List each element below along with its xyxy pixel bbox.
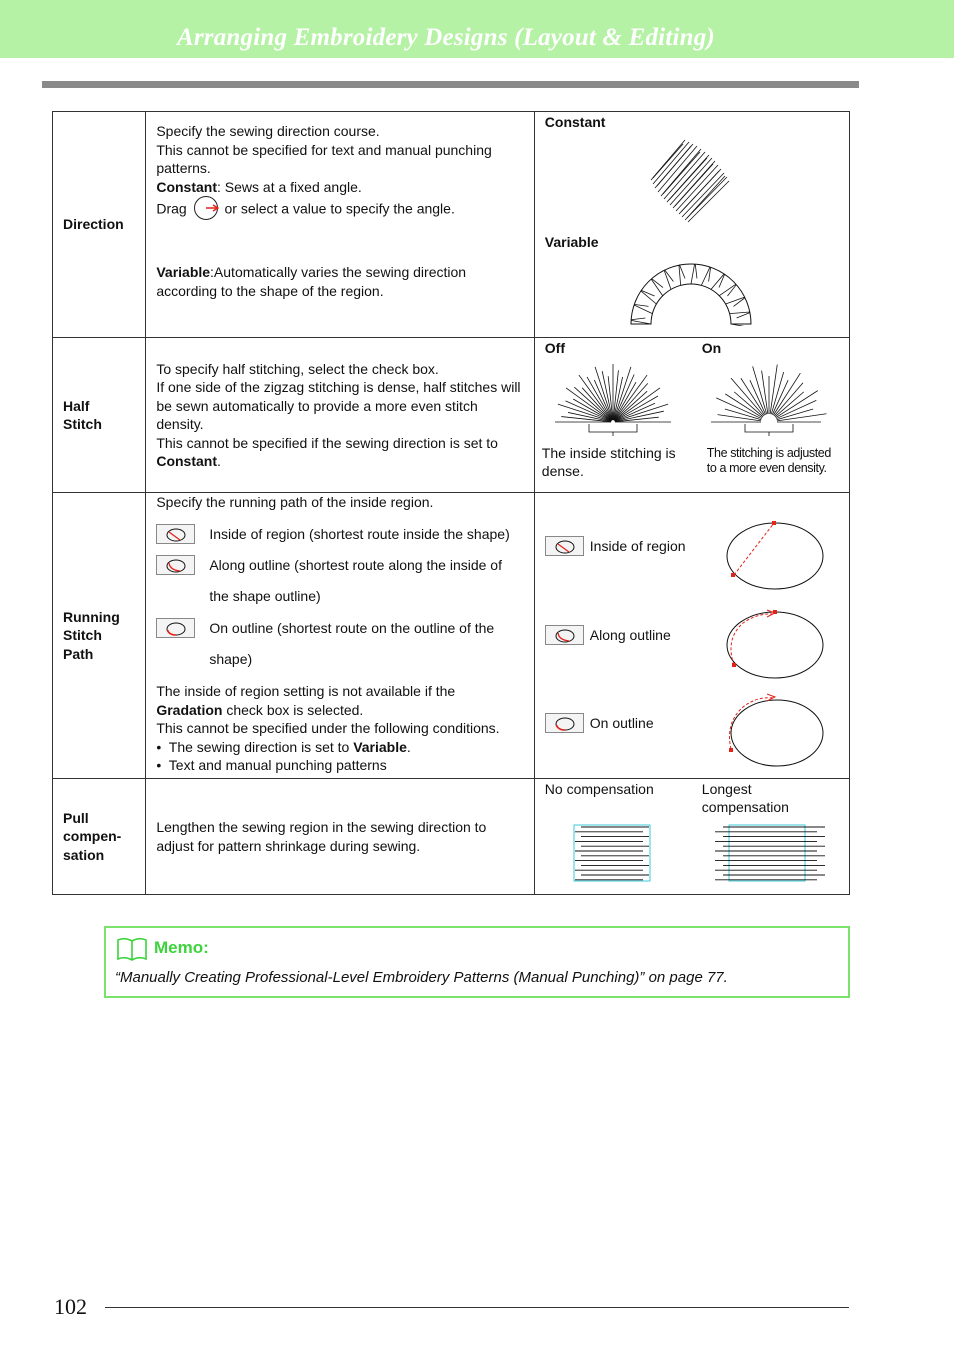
row-heading-running-stitch: Running Stitch Path xyxy=(53,493,146,779)
book-icon xyxy=(116,936,148,962)
caption-off: The inside stitching is dense. xyxy=(541,445,676,479)
direction-drag-line: Drag or select a value to specify the angle. xyxy=(156,199,523,221)
constant-stitch-figure xyxy=(645,136,735,226)
table-row-pull-compensation xyxy=(53,779,850,895)
along-outline-icon xyxy=(165,558,187,574)
on-outline-button[interactable] xyxy=(156,618,195,638)
fig-label-constant: Constant xyxy=(544,114,606,130)
angle-dial-icon xyxy=(193,195,219,221)
half-stitch-line1: To specify half stitching, select the check box. xyxy=(156,360,439,377)
fig-on-outline-button xyxy=(545,713,584,733)
running-stitch-notes: The inside of region setting is not available if the Gradation check box is selected. This cannot be specified under the following conditions. • The sewing direction is set to Variable. • Text and manual punching patterns xyxy=(156,683,500,773)
caption-on: The stitching is adjusted to a more even density. xyxy=(706,446,831,475)
row-heading-half-stitch: Half Stitch xyxy=(53,338,146,493)
settings-table xyxy=(52,111,850,895)
fig-label-variable: Variable xyxy=(544,234,599,250)
direction-line2: This cannot be specified for text and manual punching patterns. xyxy=(156,141,492,176)
row-heading-pull-compensation: Pull compen- sation xyxy=(53,779,146,895)
memo-title: Memo: xyxy=(154,938,209,957)
half-stitch-off-figure xyxy=(551,360,675,436)
option-on-outline-cont: shape) xyxy=(209,651,253,667)
pull-compensation-description: Lengthen the sewing region in the sewing direction to adjust for pattern shrinkage during sewing. xyxy=(146,779,534,895)
inside-of-region-button[interactable] xyxy=(156,524,195,544)
fig-inside-route-button xyxy=(545,536,584,556)
table-row-half-stitch xyxy=(53,338,850,493)
fig-label-no-compensation: No compensation xyxy=(544,781,654,797)
section-divider xyxy=(42,81,859,88)
inside-region-diagram xyxy=(723,518,827,594)
memo-box xyxy=(104,926,850,998)
inside-route-icon xyxy=(165,527,187,543)
on-outline-icon xyxy=(165,621,187,637)
direction-description xyxy=(146,112,534,338)
half-stitch-figure xyxy=(534,338,849,493)
table-row-direction xyxy=(53,112,850,338)
fig-label-on: On xyxy=(701,340,722,356)
page-number: 102 xyxy=(54,1294,87,1319)
longest-compensation-figure xyxy=(713,823,829,885)
running-stitch-description: Specify the running path of the inside region. Inside of region (shortest route inside the shape) Along outline (shortest route along the inside of the shape outline) On outline (shortest route on the outline of the shape) The inside of region setting is not available if the Gradation check box is selected. This cannot be specified under the following conditions. • The sewing direction is set to Variable. • Text and manual punching patterns xyxy=(146,493,534,779)
pull-compensation-figure xyxy=(534,779,849,895)
half-stitch-description xyxy=(146,338,534,493)
header-banner xyxy=(0,0,954,58)
direction-line1: Specify the sewing direction course. xyxy=(156,123,380,139)
page-title: Arranging Embroidery Designs (Layout & Editing) xyxy=(177,24,715,51)
half-stitch-line2: If one side of the zigzag stitching is dense, half stitches will be sewn automatically to provide a more even stitch density. xyxy=(156,379,521,432)
fig-label-off: Off xyxy=(544,340,566,356)
footer-rule xyxy=(105,1307,849,1308)
direction-figure xyxy=(534,112,849,338)
no-compensation-figure xyxy=(573,823,655,885)
fig-along-outline-button xyxy=(545,625,584,645)
row-heading-direction: Direction xyxy=(53,112,146,338)
half-stitch-on-figure xyxy=(707,360,831,436)
direction-variable-line: Variable:Automatically varies the sewing direction according to the shape of the region. xyxy=(156,264,467,299)
running-stitch-intro: Specify the running path of the inside region. xyxy=(156,494,434,510)
variable-stitch-figure xyxy=(629,260,753,326)
option-along-outline-cont: the shape outline) xyxy=(209,588,321,604)
direction-constant-line: Constant: Sews at a fixed angle. xyxy=(156,178,362,195)
on-outline-diagram xyxy=(723,693,827,769)
along-outline-diagram xyxy=(723,607,827,683)
memo-reference-link[interactable]: “Manually Creating Professional-Level Embroidery Patterns (Manual Punching)” on page 77. xyxy=(115,969,728,986)
running-stitch-figure: Inside of region Along outline On outline xyxy=(534,493,849,779)
inside-route-icon xyxy=(554,539,576,555)
along-outline-icon xyxy=(554,628,576,644)
table-row-running-stitch xyxy=(53,493,850,779)
along-outline-button[interactable] xyxy=(156,555,195,575)
on-outline-icon xyxy=(554,716,576,732)
fig-label-longest-compensation: Longest compensation xyxy=(701,781,789,815)
half-stitch-line3: This cannot be specified if the sewing direction is set to Constant. xyxy=(156,434,498,469)
